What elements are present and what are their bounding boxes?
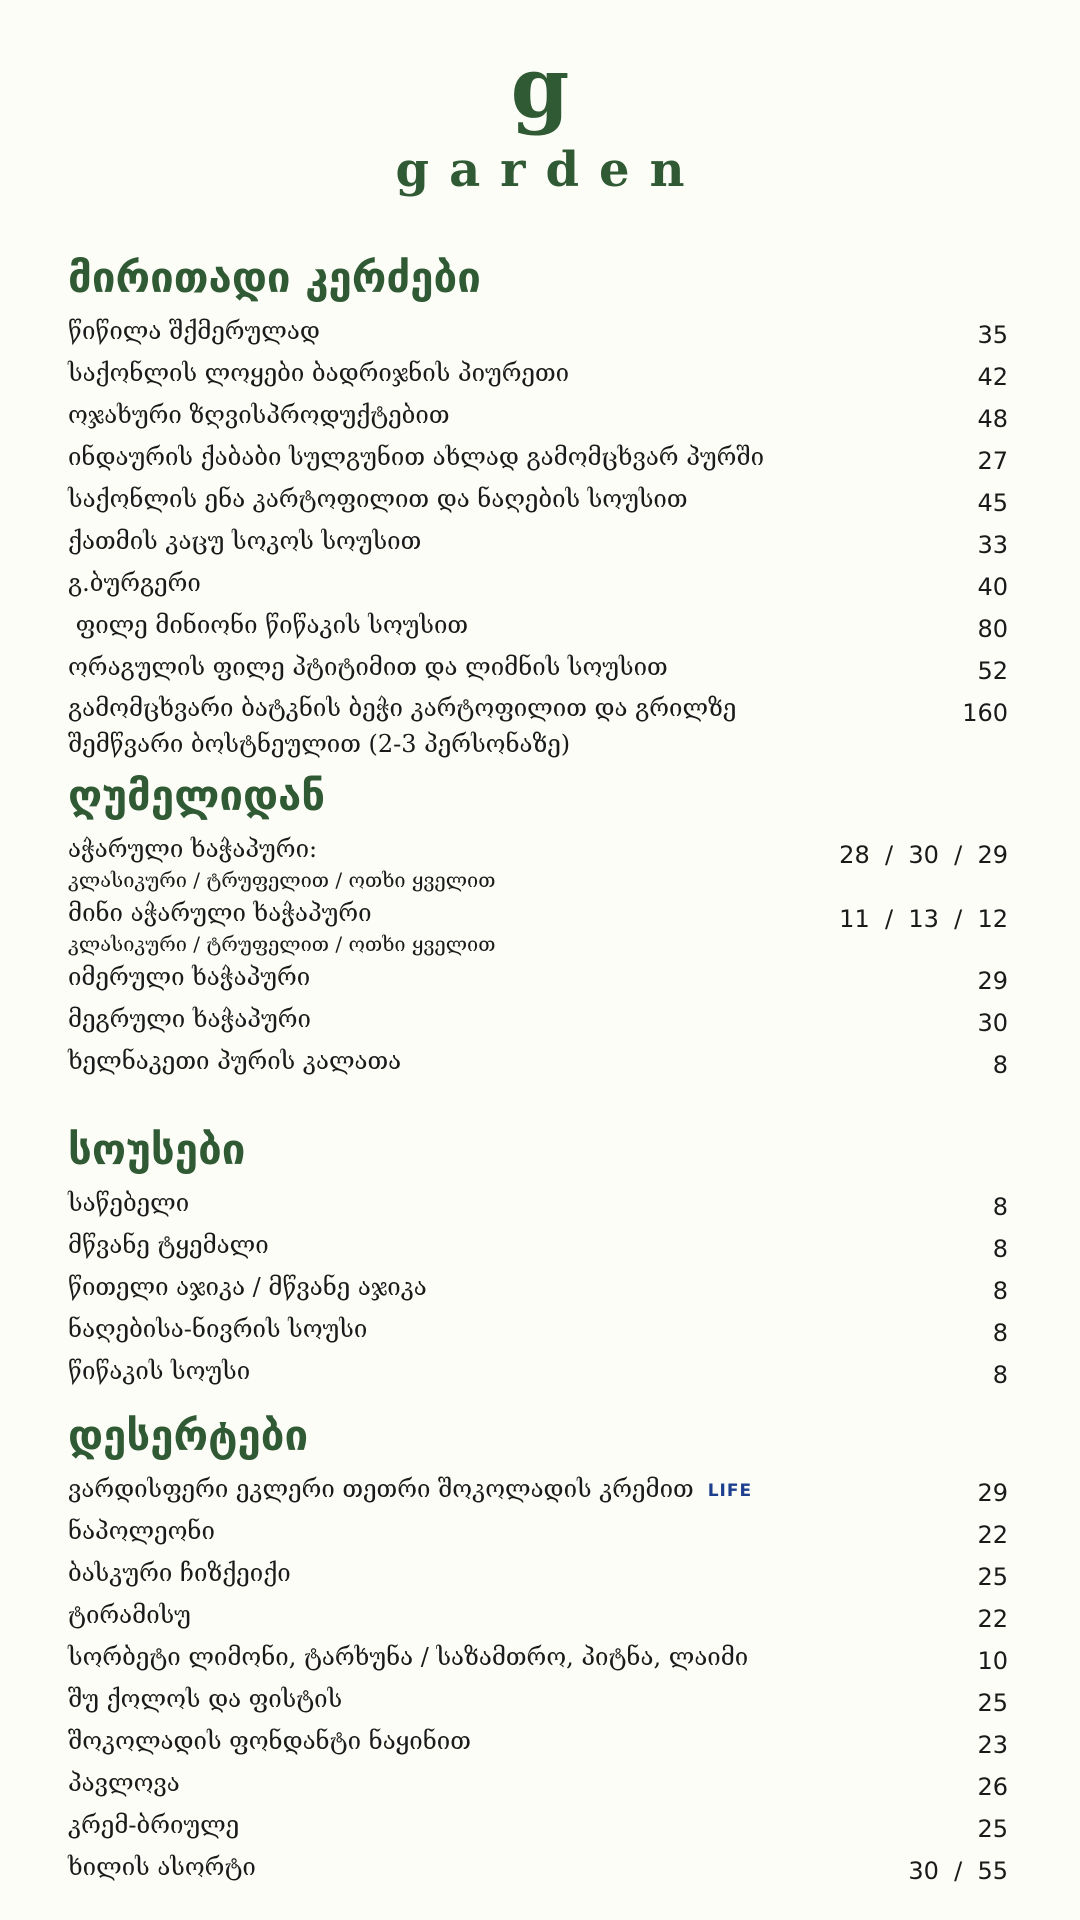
item-name: ნაღებისა-ნივრის სოუსი (68, 1315, 368, 1343)
item-name: ხელნაკეთი პურის კალათა (68, 1047, 402, 1075)
item-price: 30 (977, 1009, 1008, 1037)
menu-item (68, 1352, 1008, 1394)
menu-item (68, 1554, 1008, 1596)
section-from-oven (68, 768, 1008, 1084)
item-name: იმერული ხაჭაპური (68, 963, 311, 991)
brand-logo (0, 40, 1080, 198)
item-name (68, 830, 819, 894)
section-main-dishes (68, 250, 1008, 762)
item-price: 8 (992, 1277, 1008, 1305)
item-name-main: აჭარული ხაჭაპური: (68, 835, 318, 863)
item-price: 23 (977, 1731, 1008, 1759)
item-price: 35 (977, 321, 1008, 349)
item-name: მწვანე ტყემალი (68, 1231, 269, 1259)
item-price: 27 (977, 447, 1008, 475)
item-name: მეგრული ხაჭაპური (68, 1005, 311, 1033)
item-subtitle: კლასიკური / ტრუფელით / ოთხი ყველით (68, 932, 496, 956)
item-price: 10 (977, 1647, 1008, 1675)
item-price: 26 (977, 1773, 1008, 1801)
menu-item (68, 1184, 1008, 1226)
item-price: 11 / 13 / 12 (839, 905, 1008, 933)
menu-item (68, 606, 1008, 648)
item-name: კრემ-ბრიულე (68, 1811, 240, 1839)
menu-item (68, 1470, 1008, 1512)
item-price: 25 (977, 1563, 1008, 1591)
menu-item (68, 1638, 1008, 1680)
item-name: ბასკური ჩიზქეიქი (68, 1559, 291, 1587)
item-price: 29 (977, 967, 1008, 995)
item-price: 33 (977, 531, 1008, 559)
item-price: 25 (977, 1815, 1008, 1843)
menu-item (68, 1722, 1008, 1764)
item-name: პავლოვა (68, 1769, 180, 1797)
item-name: ინდაურის ქაბაბი სულგუნით ახლად გამომცხვარ პურში (68, 443, 765, 471)
item-name (68, 690, 942, 762)
item-name (68, 1470, 957, 1510)
item-price: 22 (977, 1605, 1008, 1633)
item-name: სორბეტი ლიმონი, ტარხუნა / საზამთრო, პიტნა, ლაიმი (68, 1643, 749, 1671)
section-title: სოუსები (68, 1125, 246, 1174)
item-price: 52 (977, 657, 1008, 685)
item-price: 28 / 30 / 29 (839, 841, 1008, 869)
item-price: 22 (977, 1521, 1008, 1549)
brand-mark: g (510, 38, 570, 137)
menu-item (68, 690, 1008, 762)
menu-item (68, 396, 1008, 438)
menu-list (68, 312, 1008, 762)
item-name-main: მინი აჭარული ხაჭაპური (68, 899, 372, 927)
menu-item (68, 438, 1008, 480)
item-name: საწებელი (68, 1189, 190, 1217)
menu-item (68, 1512, 1008, 1554)
menu-item (68, 480, 1008, 522)
menu-item (68, 564, 1008, 606)
menu-item (68, 1042, 1008, 1084)
menu-item (68, 958, 1008, 1000)
item-name: ნაპოლეონი (68, 1517, 215, 1545)
section-title: ღუმელიდან (68, 771, 326, 820)
item-name: გ.ბურგერი (68, 569, 201, 597)
item-price: 8 (992, 1319, 1008, 1347)
item-name: ოჯახური ზღვისპროდუქტებით (68, 401, 450, 429)
menu-list (68, 1470, 1008, 1890)
menu-item (68, 1680, 1008, 1722)
menu-item (68, 1310, 1008, 1352)
menu-item (68, 1226, 1008, 1268)
menu-item (68, 1848, 1008, 1890)
item-name-line2: შემწვარი ბოსტნეულით (2-3 პერსონაზე) (68, 730, 571, 758)
item-name: წიწილა შქმერულად (68, 317, 320, 345)
life-badge-icon (708, 1472, 752, 1510)
item-price: 8 (992, 1193, 1008, 1221)
menu-item (68, 830, 1008, 894)
item-name: ქათმის კაცუ სოკოს სოუსით (68, 527, 422, 555)
section-desserts (68, 1408, 1008, 1890)
item-name: შოკოლადის ფონდანტი ნაყინით (68, 1727, 471, 1755)
brand-name: garden (395, 142, 705, 198)
item-name: ორაგულის ფილე პტიტიმით და ლიმნის სოუსით (68, 653, 668, 681)
item-price: 30 / 55 (908, 1857, 1008, 1885)
item-name: წიწაკის სოუსი (68, 1357, 251, 1385)
item-price: 8 (992, 1235, 1008, 1263)
menu-item (68, 1000, 1008, 1042)
section-title: დესერტები (68, 1411, 309, 1460)
menu-item (68, 894, 1008, 958)
menu-list (68, 830, 1008, 1084)
life-badge-text: LIFE (707, 1480, 753, 1501)
menu-item (68, 1764, 1008, 1806)
menu-item (68, 648, 1008, 690)
item-price: 8 (992, 1361, 1008, 1389)
item-name-text: ვარდისფერი ეკლერი თეთრი შოკოლადის კრემით (68, 1475, 694, 1503)
menu-item (68, 1268, 1008, 1310)
item-name: ფილე მინიონი წიწაკის სოუსით (68, 611, 469, 639)
menu-item (68, 354, 1008, 396)
item-price: 29 (977, 1479, 1008, 1507)
item-price: 160 (962, 699, 1008, 727)
item-price: 25 (977, 1689, 1008, 1717)
item-price: 40 (977, 573, 1008, 601)
item-name: ტირამისუ (68, 1601, 191, 1629)
item-name: შუ ქოლოს და ფისტის (68, 1685, 343, 1713)
item-subtitle: კლასიკური / ტრუფელით / ოთხი ყველით (68, 868, 496, 892)
menu-item (68, 1806, 1008, 1848)
menu-item (68, 1596, 1008, 1638)
item-name-line1: გამომცხვარი ბატკნის ბეჭი კარტოფილით და გრილზე (68, 694, 737, 722)
item-name (68, 894, 819, 958)
item-name: საქონლის ენა კარტოფილით და ნაღების სოუსით (68, 485, 688, 513)
menu-item (68, 522, 1008, 564)
item-name: წითელი აჯიკა / მწვანე აჯიკა (68, 1273, 427, 1301)
item-price: 45 (977, 489, 1008, 517)
menu-item (68, 312, 1008, 354)
section-sauces (68, 1122, 1008, 1394)
menu-list (68, 1184, 1008, 1394)
section-title: მირითადი კერძები (68, 253, 481, 302)
item-name: ხილის ასორტი (68, 1853, 256, 1881)
item-price: 48 (977, 405, 1008, 433)
item-price: 42 (977, 363, 1008, 391)
item-price: 8 (992, 1051, 1008, 1079)
item-price: 80 (977, 615, 1008, 643)
item-name: საქონლის ლოყები ბადრიჯნის პიურეთი (68, 359, 570, 387)
